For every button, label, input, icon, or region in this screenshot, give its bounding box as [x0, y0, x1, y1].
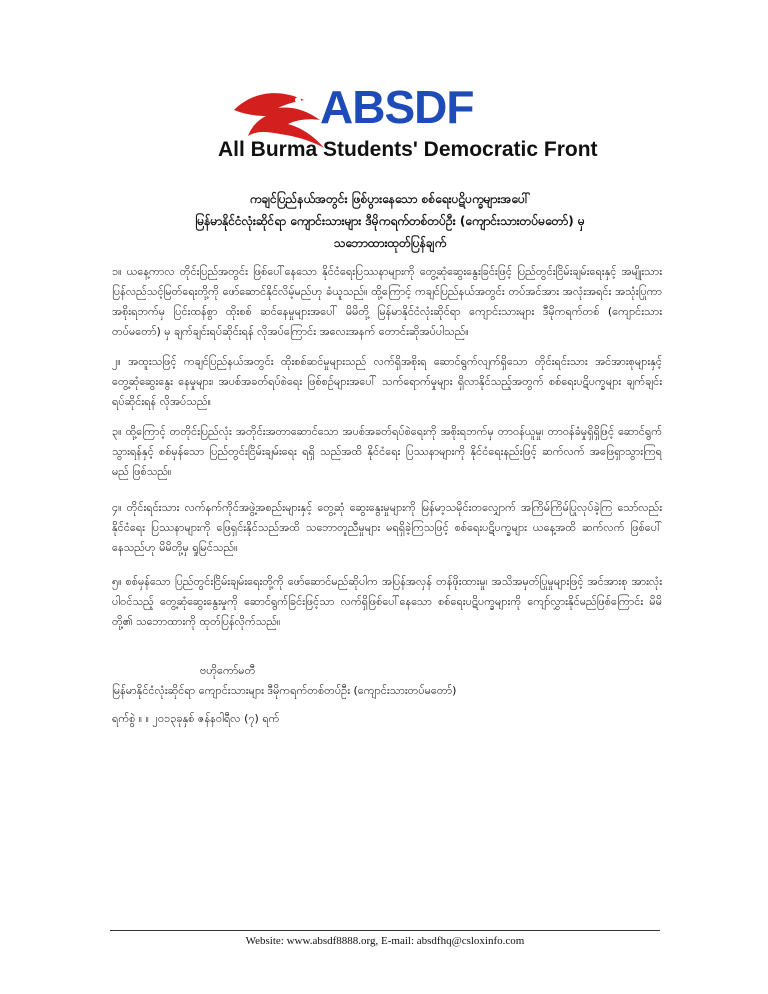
signature-committee: ဗဟိုကော်မတီ	[200, 664, 256, 677]
footer-contact: Website: www.absdf8888.org, E-mail: absdfhq@csloxinfo.com	[245, 935, 525, 947]
paragraph-4: ၄။ တိုင်းရင်းသား လက်နက်ကိုင်အဖွဲ့အစည်းများနှင့် တွေ့ဆုံ ဆွေးနွေးမှုများကို မြန်မာ့သမိုင်းတလျှောက် အကြိမ်ကြိမ်ပြုလုပ်ခဲ့ကြ သော်လည်း နိုင်ငံရေး ပြဿနာများကို ဖြေရှင်းနိုင်သည်အထိ သဘောတူညီမှုများ မရရှိခဲ့ကြသဖြင့် စစ်ရေးပဋိပက္ခများ ယနေ့အထိ ဆက်လက် ဖြစ်ပေါ်နေသည်ဟု မိမိတို့မှ ရှုမြင်သည်။	[112, 501, 662, 554]
signature-organization: မြန်မာနိုင်ငံလုံးဆိုင်ရာ ကျောင်းသားများ ဒီမိုကရက်တစ်တပ်ဦး (ကျောင်းသားတပ်မတော်)	[112, 684, 457, 697]
paragraph-2: ၂။ အထူးသဖြင့် ကချင်ပြည်နယ်အတွင်း ထိုးစစ်ဆင်မှုများသည် လက်ရှိအစိုးရ ဆောင်ရွက်လျက်ရှိသော တိုင်းရင်းသား အင်အားစုများနှင့် တွေ့ဆုံဆွေးနွေး နေမှုများ၊ အပစ်အခတ်ရပ်စဲရေး ဖြစ်စဉ်များအပေါ် သက်ရောက်မှုများ ရှိလာနိုင်သည့်အတွက် စစ်ရေးပဋိပက္ခများ ချက်ချင်းရပ်ဆိုင်းရန် လိုအပ်သည်။	[112, 355, 662, 408]
title-line-1: ကချင်ပြည်နယ်အတွင်း ဖြစ်ပွားနေသော စစ်ရေးပဋိပက္ခများအပေါ်	[249, 192, 531, 206]
paragraph-3: ၃။ ထို့ကြောင့် တတိုင်းပြည်လုံး အတိုင်းအတာဆောင်သော အပစ်အခတ်ရပ်စဲရေးကို အစိုးရဘက်မှ တာဝန်ယူမှု၊ တာဝန်ခံမှုရှိရှိဖြင့် ဆောင်ရွက်သွားရန်နှင့် စစ်မှန်သော ပြည်တွင်းငြိမ်းချမ်းရေး ရရှိ သည်အထိ နိုင်ငံရေး ပြဿနာများကို နိုင်ငံရေးနည်းဖြင့် ဆက်လက် အဖြေရှာသွားကြရမည် ဖြစ်သည်။	[112, 425, 662, 478]
paragraph-5: ၅။ စစ်မှန်သော ပြည်တွင်းငြိမ်းချမ်းရေးတို့ကို ဖော်ဆောင်မည်ဆိုပါက အပြန်အလှန် တန်ဖိုးထားမှု၊ အသိအမှတ်ပြုမှုများဖြင့် အင်အားစု အားလုံးပါဝင်သည့် တွေ့ဆုံဆွေးနွေးမှုကို ဆောင်ရွက်ခြင်းဖြင့်သာ လက်ရှိဖြစ်ပေါ်နေသော စစ်ရေးပဋိပက္ခများကို ကျော်လွှားနိုင်မည်ဖြစ်ကြောင်း မိမိတို့၏ သဘောထားကို ထုတ်ပြန်လိုက်သည်။	[112, 575, 662, 628]
paragraph-1: ၁။ ယနေ့ကာလ တိုင်းပြည်အတွင်း ဖြစ်ပေါ်နေသော နိုင်ငံရေးပြဿနာများကို တွေ့ဆုံဆွေးနွေးခြင်းဖြင့် ပြည်တွင်းငြိမ်းချမ်းရေးနှင့် အမျိုးသား ပြန်လည်သင့်မြတ်ရေးတို့ကို ဖော်ဆောင်နိုင်လိမ့်မည်ဟု ခံယူသည်။ ထို့ကြောင့် ကချင်ပြည်နယ်အတွင်း တပ်အင်အား အလုံးအရင်း အသုံးပြုကာ အစိုးရဘက်မှ ပြင်းထန်စွာ ထိုးစစ် ဆင်နေမှုများအပေါ် မိမိတို့ မြန်မာနိုင်ငံလုံးဆိုင်ရာ ကျောင်းသားများ ဒီမိုကရက်တစ် (ကျောင်းသားတပ်မတော်) မှ ချက်ချင်းရပ်ဆိုင်းရန် လိုအပ်ကြောင်း အလေးအနက် တောင်းဆိုအပ်ပါသည်။	[112, 265, 662, 338]
title-line-3: သဘောထားထုတ်ပြန်ချက်	[333, 236, 447, 250]
statement-title	[140, 188, 640, 254]
title-line-2: မြန်မာနိုင်ငံလုံးဆိုင်ရာ ကျောင်းသားများ ဒီမိုကရက်တစ်တပ်ဦး (ကျောင်းသားတပ်မတော်) မှ	[195, 214, 585, 228]
organization-name: All Burma Students' Democratic Front	[218, 138, 598, 161]
statement-date: ရက်စွဲ ။ ။ ၂၀၁၃ခုနှစ် ဇန်နဝါရီလ (၇) ရက်	[112, 712, 280, 725]
footer-divider	[110, 930, 660, 931]
logo-abbreviation: ABSDF	[320, 81, 474, 133]
